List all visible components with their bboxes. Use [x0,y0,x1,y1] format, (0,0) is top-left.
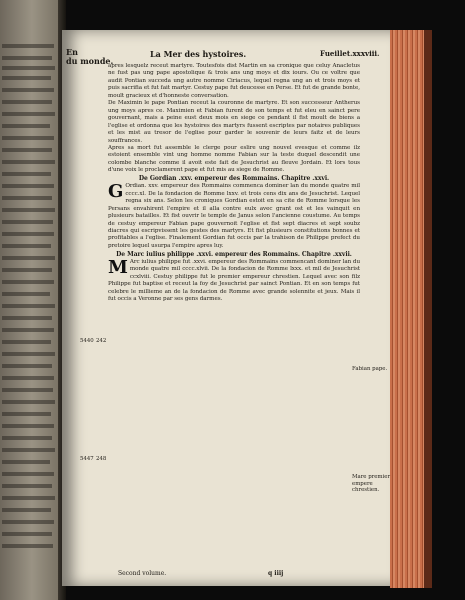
paragraph-text: Ordian. xxv. empereur des Rommains commenca dominer lan du monde quatre mil cccc.xl. De la fondacion de Romme lxxv. et trois cens dix ans de Jesuchrist. Lequel regna six ans. Selon les croniques Gordian estoit en sa cite de Romme lorsque les Persans envahirent l'empire et il alla contre eulx avec grant ost et les vainquit en plusieurs batailles. Et fist ouvrir le temple de Janus selon l'ancienne coustume. Au temps de cestuy empereur Fabian pape gouvernoit l'eglise et fist sept diacres et sept soubz diacres qui escripvissent les gestes des martyrs. Et fist plusieurs constitutions bonnes et profitables a l'eglise. Finalement Gordian fut occis par la trahison de Philippe prefect du pretoire lequel usurpa l'empire apres luy. [108,183,360,249]
chapter-heading: De Marc iulius philippe .xxvi. empereur des Rommains. Chapitre .xxvii. [116,250,352,258]
text-block [108,63,360,304]
drop-cap-m: M [108,256,128,278]
signature-mark: Second volume. [118,570,167,577]
margin-note-philippe: Mare premier empere chrestien. [352,474,391,494]
cover-edge [424,30,432,588]
running-head-left-line2: du monde. [66,56,114,66]
margin-year-5447: 5447 [80,456,94,462]
page-edges [390,30,424,588]
margin-year-242: 242 [96,338,107,344]
running-head-title: La Mer des hystoires. [150,49,247,59]
running-head-left [66,48,113,66]
quire-mark: q iiij [268,570,284,577]
margin-year-248: 248 [96,456,107,462]
paragraph [108,256,360,304]
margin-year-5440: 5440 [80,338,94,344]
paragraph: Apres sa mort fut assemble le clerge pour eslire ung nouvel evesque et comme ilz estoient ensemble vint ung homme nomme Fabian sur la teste duquel descendit une colombe blanche comme il avoit este fait de Jesuchrist au fleuve Jordain. Et lors tous d'une voix le proclamerent pape et fut mis au siege de Romme. [108,144,360,174]
running-head-left-line1: En [66,47,78,57]
chapter-heading: De Gordian .xxv. empereur des Rommains. Chapitre .xxvi. [138,175,330,183]
margin-note-fabian: Fabian pape. [352,366,388,372]
facing-page [0,0,58,600]
folio-number: Fueillet.xxxviii. [320,49,380,58]
paragraph: apres lesquelz receut martyre. Toutesfois dist Martin en sa cronique que celuy Anacletus ne fust pas ung pape apostolique & trois ans ung moys et dix iours. Ou ce voltre que audit Pontian succeda ung autre nomme Ciriacus, lequel regna ung an et trois moys et puis sacrifia et fut fait martyr. Cestuy pape fut deucesse en Perse. Et fut de grande bonte, moult gracieux et d'honneste conversation. [108,63,360,99]
paragraph-text: Arc iulius philippe fut .xxvi. empereur des Rommains commencant dominer lan du monde quatre mil cccc.xlvii. De la fondacion de Romme lxxx. et mil de Jesuchrist ccxlviii. Cestuy philippe fut le premier empereur chrestien. Lequel avec son filz Philippe fut baptise et receut la foy de Jesuchrist par sainct Pontian. Et en son temps fut celebre le millieme an de la fondacion de Romme avec grande solennite et jeux. Mais il fut occis a Veronne par ses gens darmes. [108,258,360,303]
paragraph: De Maximin le pape Pontian receut la couronne de martyre. Et son successeur Antherus ung moys apres ce. Maximien et Fabian furent de son temps et fut eleu en sainct pere gouvernant, mais a peine eust deux mois en siege ce pendant il fist moult de biens a l'eglise et ordonna que les hystoires des martyrs fussent escriptes par notaires publiques et les mist au tresor de l'eglise pour garder le souvenir de leurs faitz et de leurs souffrances. [108,100,360,144]
drop-cap-g: G [108,181,124,203]
paragraph [108,183,360,250]
